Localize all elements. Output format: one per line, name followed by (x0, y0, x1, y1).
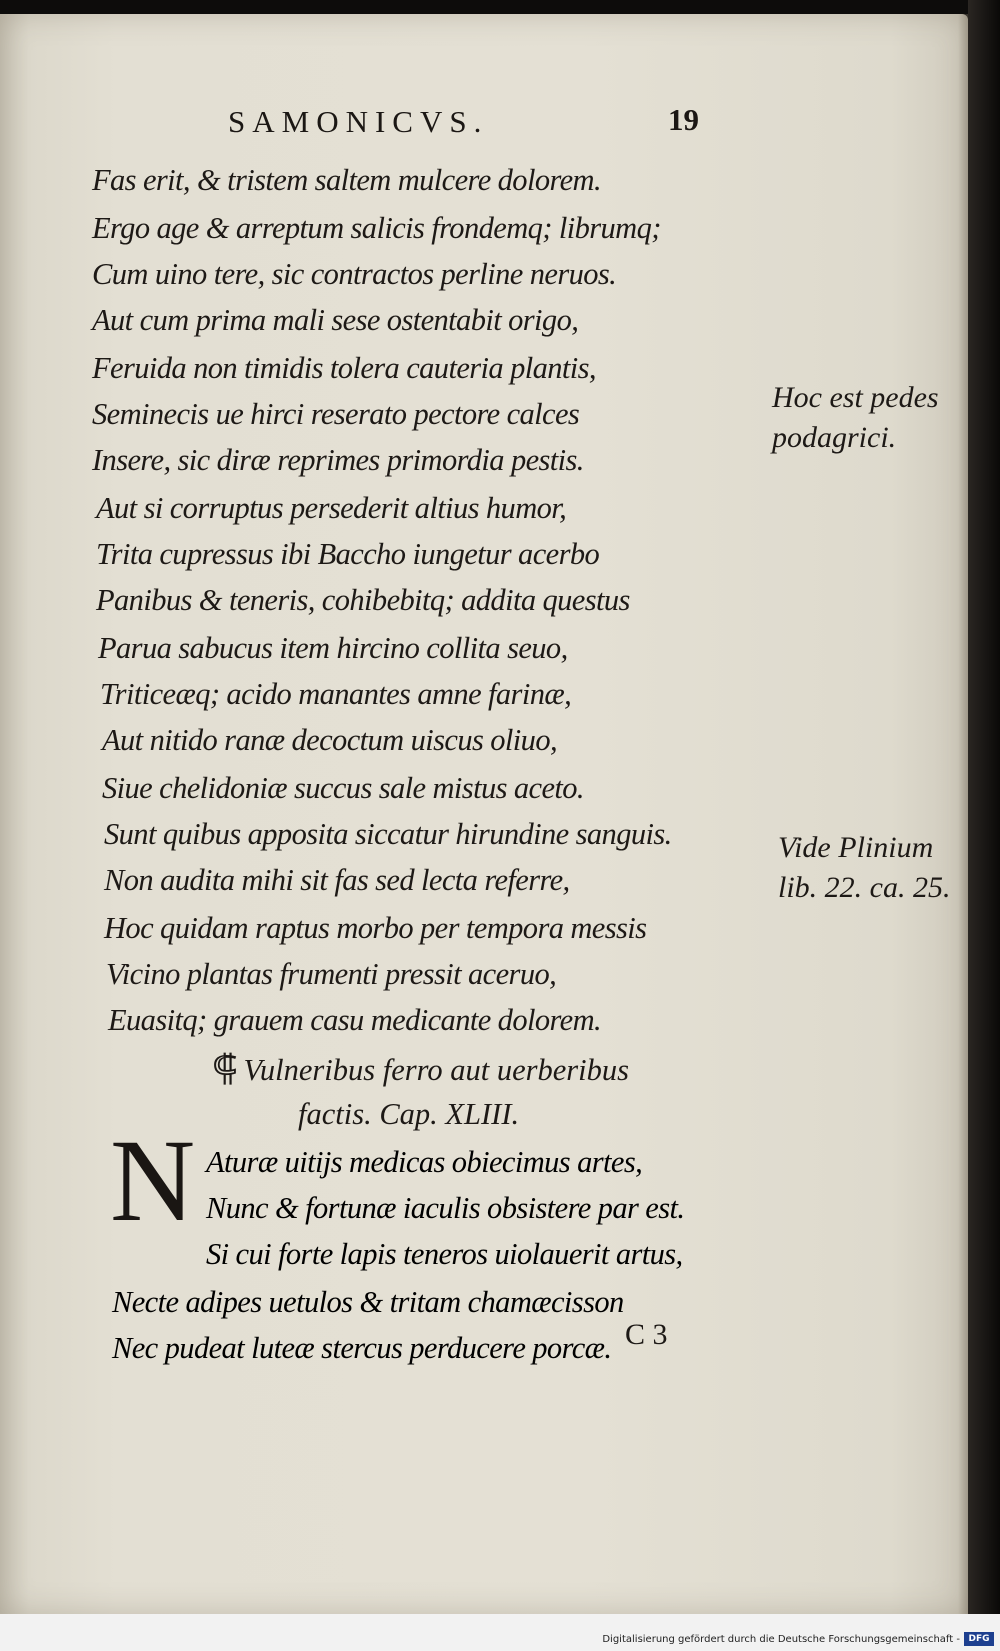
verse-line: Ergo age & arreptum salicis frondemq; librumq; (92, 211, 661, 245)
chapter-line: Aturæ uitijs medicas obiecimus artes, (206, 1145, 643, 1179)
binding-edge (968, 0, 1000, 1651)
page-number: 19 (668, 102, 699, 137)
verse-line: Triticeæq; acido manantes amne farinæ, (100, 677, 572, 711)
verse-line: Fas erit, & tristem saltem mulcere dolorem. (92, 163, 602, 197)
chapter-line: Necte adipes uetulos & tritam chamæcisson (112, 1285, 624, 1319)
chapter-heading-line-1 (212, 1050, 629, 1088)
verse-line: Panibus & teneris, cohibebitq; addita questus (96, 583, 630, 617)
footer-bar (0, 1614, 1000, 1651)
margin-note-line: lib. 22. ca. 25. (778, 871, 951, 904)
pilcrow-icon: ⸿ (212, 1048, 238, 1088)
chapter-line: Si cui forte lapis teneros uiolauerit artus, (206, 1237, 683, 1271)
funding-credit: Digitalisierung gefördert durch die Deutsche Forschungsgemeinschaft - (602, 1634, 960, 1645)
verse-line: Aut si corruptus persederit altius humor, (96, 491, 567, 525)
margin-note-line: podagrici. (772, 421, 897, 454)
verse-line: Non audita mihi sit fas sed lecta referre, (104, 863, 570, 897)
book-page (0, 14, 968, 1614)
chapter-line: Nec pudeat luteæ stercus perducere porcæ. (112, 1331, 612, 1365)
page-edge-shadow (958, 14, 968, 1614)
verse-line: Hoc quidam raptus morbo per tempora messis (104, 911, 647, 945)
chapter-line: Nunc & fortunæ iaculis obsistere par est. (206, 1191, 685, 1225)
signature-mark: C 3 (625, 1318, 668, 1351)
verse-line: Seminecis ue hirci reserato pectore calces (92, 397, 580, 431)
margin-note-line: Vide Plinium (778, 831, 934, 864)
verse-line: Parua sabucus item hircino collita seuo, (98, 631, 568, 665)
chapter-heading-line-2: factis. Cap. XLIII. (298, 1097, 520, 1131)
running-title: SAMONICVS. (228, 104, 489, 139)
margin-note-2 (778, 828, 951, 908)
verse-line: Vicino plantas frumenti pressit aceruo, (106, 957, 557, 991)
margin-note-1 (772, 378, 939, 458)
verse-line: Cum uino tere, sic contractos perline neruos. (92, 257, 617, 291)
verse-line: Aut cum prima mali sese ostentabit origo, (92, 303, 579, 337)
verse-line: Siue chelidoniæ succus sale mistus aceto. (102, 771, 584, 805)
margin-note-line: Hoc est pedes (772, 381, 939, 414)
verse-line: Feruida non timidis tolera cauteria plantis, (92, 351, 596, 385)
running-head (228, 104, 698, 144)
chapter-heading-text: Vulneribus ferro aut uerberibus (243, 1053, 629, 1087)
drop-capital: N (110, 1115, 196, 1246)
dfg-logo: DFG (964, 1632, 994, 1646)
verse-line: Sunt quibus apposita siccatur hirundine sanguis. (104, 817, 672, 851)
verse-line: Aut nitido ranæ decoctum uiscus oliuo, (102, 723, 557, 757)
verse-line: Insere, sic diræ reprimes primordia pestis. (92, 443, 584, 477)
verse-line: Euasitq; grauem casu medicante dolorem. (108, 1003, 602, 1037)
verse-line: Trita cupressus ibi Baccho iungetur acerbo (96, 537, 600, 571)
